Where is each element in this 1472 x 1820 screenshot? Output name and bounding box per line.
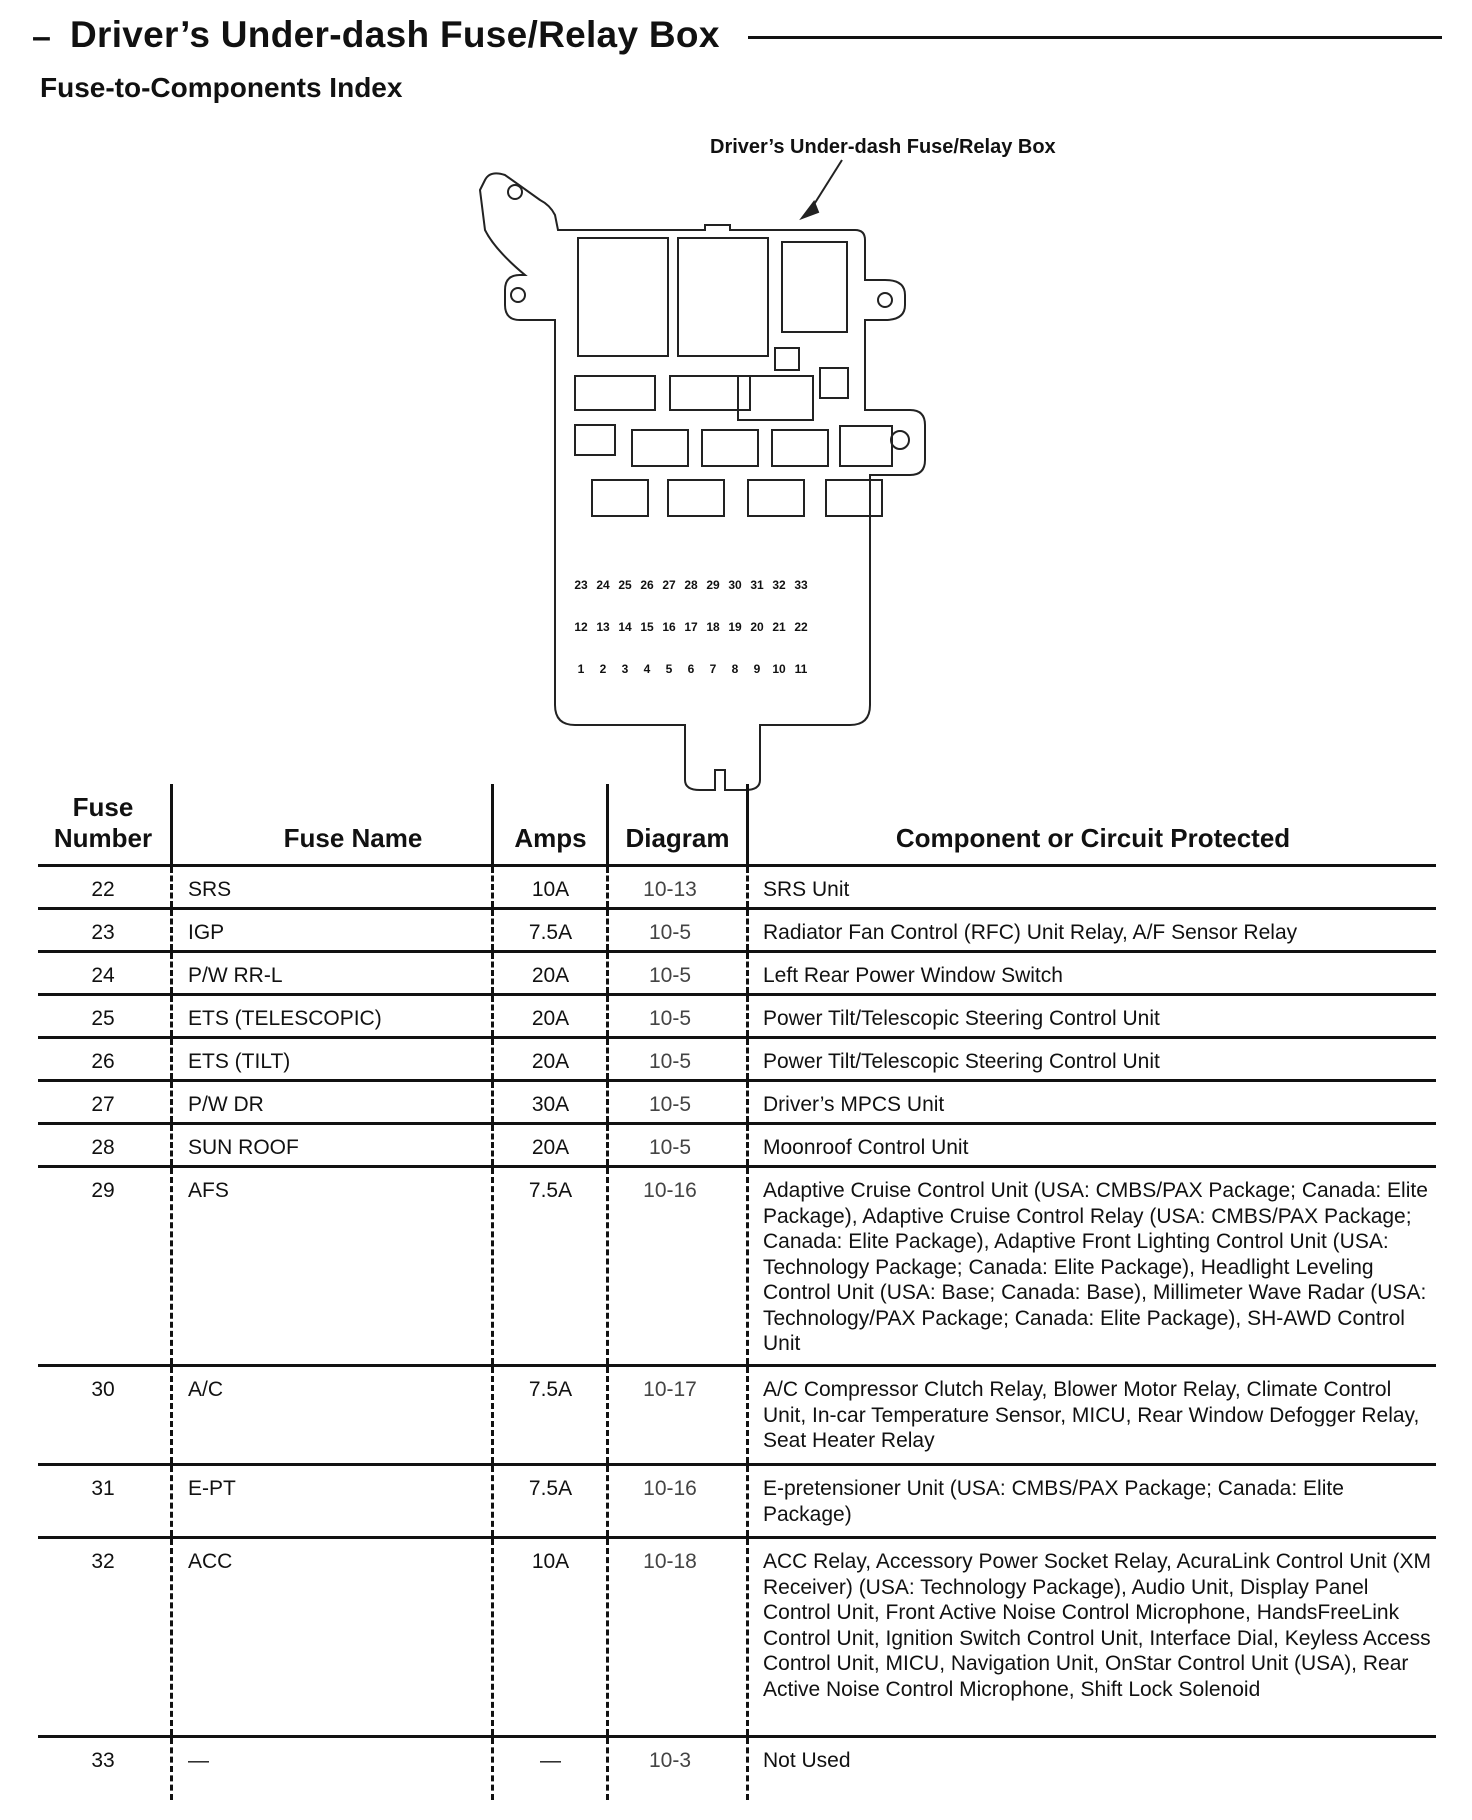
fuse-number-cell: 28	[91, 1136, 115, 1159]
fuse-label: 26	[640, 578, 654, 592]
column-divider	[746, 1168, 749, 1364]
table-row	[38, 1738, 1436, 1800]
amps-cell: 10A	[531, 1550, 570, 1573]
column-divider	[606, 953, 609, 993]
relay-slot	[782, 242, 847, 332]
fuse-label: 2	[599, 662, 607, 676]
connector-slot	[575, 376, 655, 410]
table-row	[38, 1168, 1436, 1367]
column-divider	[606, 1039, 609, 1079]
diagram-cell: 10-5	[648, 1007, 692, 1030]
column-divider	[746, 953, 749, 993]
component-cell: ACC Relay, Accessory Power Socket Relay, AcuraLink Control Unit (XM Receiver) (USA: Technology Package), Audio Unit, Display Panel Control Unit, Front Active Noise Control Microphone, HandsFreeLink Control Unit, Ignition Switch Control Unit, Interface Dial, Keyless Access Control Unit, MICU, Navigation Unit, OnStar Control Unit (USA), Rear Active Noise Control Microphone, Shift Lock Solenoid	[763, 1550, 1431, 1701]
title-dash: –	[32, 18, 51, 56]
column-divider	[746, 910, 749, 950]
column-divider	[606, 1466, 609, 1536]
column-divider	[746, 1466, 749, 1536]
page-header	[32, 8, 1442, 58]
amps-cell: 20A	[531, 1050, 570, 1073]
column-divider	[746, 996, 749, 1036]
fuse-label: 28	[684, 578, 698, 592]
fuse-label: 33	[794, 578, 808, 592]
header-diagram: Diagram	[625, 823, 730, 853]
fuse-number-cell: 31	[91, 1477, 115, 1500]
fuse-label: 13	[596, 620, 610, 634]
column-divider	[170, 1738, 173, 1800]
fuse-name-cell: AFS	[188, 1179, 229, 1202]
fuse-label: 5	[665, 662, 673, 676]
header-amps: Amps	[514, 823, 587, 853]
diagram-cell: 10-5	[648, 964, 692, 987]
amps-cell: 10A	[531, 878, 570, 901]
column-divider	[170, 953, 173, 993]
table-row	[38, 953, 1436, 996]
column-divider	[170, 867, 173, 907]
mount-hole	[511, 288, 525, 302]
column-divider	[170, 1466, 173, 1536]
fuse-label: 17	[684, 620, 698, 634]
fuse-name-cell: —	[188, 1749, 209, 1772]
column-divider	[746, 1039, 749, 1079]
column-divider	[491, 784, 494, 864]
fuse-name-cell: IGP	[188, 921, 225, 944]
header-fuse-number: Fuse Number	[53, 792, 153, 853]
diagram-cell: 10-17	[643, 1378, 697, 1401]
fuse-number-cell: 22	[91, 878, 115, 901]
fuse-index-table	[38, 784, 1436, 1800]
fuse-label: 30	[728, 578, 742, 592]
column-divider	[746, 1125, 749, 1165]
mount-hole	[891, 431, 909, 449]
header-component: Component or Circuit Protected	[895, 823, 1291, 853]
fuse-label: 20	[750, 620, 764, 634]
fuse-number-cell: 26	[91, 1050, 115, 1073]
amps-cell: 30A	[531, 1093, 570, 1116]
fuse-label: 18	[706, 620, 720, 634]
fuse-number-cell: 23	[91, 921, 115, 944]
fuse-label: 1	[577, 662, 585, 676]
table-row	[38, 1539, 1436, 1738]
column-divider	[606, 1539, 609, 1735]
amps-cell: 20A	[531, 964, 570, 987]
fuse-label: 6	[687, 662, 695, 676]
mini-relay	[632, 430, 688, 466]
fuse-box-diagram	[430, 130, 1130, 780]
amps-cell: 7.5A	[528, 1378, 573, 1401]
column-divider	[606, 1125, 609, 1165]
diagram-cell: 10-5	[648, 1136, 692, 1159]
column-divider	[606, 784, 609, 864]
fuse-label: 14	[618, 620, 632, 634]
diagram-cell: 10-5	[648, 921, 692, 944]
fuse-name-cell: ETS (TELESCOPIC)	[188, 1007, 382, 1030]
column-divider	[606, 1738, 609, 1800]
fuse-label: 10	[772, 662, 786, 676]
fuse-number-cell: 32	[91, 1550, 115, 1573]
table-row	[38, 1125, 1436, 1168]
fuse-number-cell: 24	[91, 964, 115, 987]
fuse-label: 4	[643, 662, 651, 676]
column-divider	[170, 784, 173, 864]
mini-relay	[702, 430, 758, 466]
component-cell: SRS Unit	[763, 878, 850, 901]
leader-arrowhead	[802, 202, 818, 218]
fuse-number-cell: 33	[91, 1749, 115, 1772]
fuse-label: 23	[574, 578, 588, 592]
diagram-cell: 10-16	[643, 1179, 697, 1202]
diagram-cell: 10-16	[643, 1477, 697, 1500]
table-row	[38, 867, 1436, 910]
relay-slot	[678, 238, 768, 356]
column-divider	[606, 996, 609, 1036]
fuse-label: 25	[618, 578, 632, 592]
mount-hole	[878, 293, 892, 307]
component-cell: Radiator Fan Control (RFC) Unit Relay, A/F Sensor Relay	[763, 921, 1298, 944]
fuse-label: 21	[772, 620, 786, 634]
fuse-number-cell: 30	[91, 1378, 115, 1401]
header-fuse-name: Fuse Name	[283, 823, 423, 853]
fuse-name-cell: P/W DR	[188, 1093, 264, 1116]
column-divider	[170, 1367, 173, 1463]
amps-cell: —	[540, 1749, 561, 1772]
fuse-label: 32	[772, 578, 786, 592]
fuse-name-cell: E-PT	[188, 1477, 236, 1500]
column-divider	[170, 1082, 173, 1122]
fuse-label: 31	[750, 578, 764, 592]
fuse-number-cell: 27	[91, 1093, 115, 1116]
page-title: Driver’s Under-dash Fuse/Relay Box	[70, 14, 720, 55]
column-divider	[170, 910, 173, 950]
fuse-name-cell: ACC	[188, 1550, 233, 1573]
column-divider	[606, 867, 609, 907]
fuse-name-cell: A/C	[188, 1378, 224, 1401]
page-subtitle: Fuse-to-Components Index	[40, 72, 403, 103]
diagram-label: Driver’s Under-dash Fuse/Relay Box	[710, 136, 1056, 158]
fuse-label: 12	[574, 620, 588, 634]
component-cell: A/C Compressor Clutch Relay, Blower Motor Relay, Climate Control Unit, In-car Temperature Sensor, MICU, Rear Window Defogger Relay, Seat Heater Relay	[763, 1378, 1420, 1452]
mini-relay	[592, 480, 648, 516]
fuse-label: 7	[709, 662, 717, 676]
amps-cell: 7.5A	[528, 921, 573, 944]
component-cell: Driver’s MPCS Unit	[763, 1093, 945, 1116]
fuse-label: 29	[706, 578, 720, 592]
column-divider	[606, 1367, 609, 1463]
fuse-name-cell: ETS (TILT)	[188, 1050, 291, 1073]
column-divider	[170, 1039, 173, 1079]
fuse-box-outline	[480, 173, 925, 790]
column-divider	[746, 1082, 749, 1122]
column-divider	[170, 1539, 173, 1735]
small-relay	[575, 425, 615, 455]
fuse-label: 9	[753, 662, 761, 676]
table-header	[38, 784, 1436, 867]
title-rule	[748, 36, 1442, 39]
fuse-name-cell: P/W RR-L	[188, 964, 283, 987]
mini-relay	[748, 480, 804, 516]
mini-relay	[840, 426, 892, 466]
diagram-cell: 10-5	[648, 1050, 692, 1073]
column-divider	[746, 784, 749, 864]
relay-slot	[578, 238, 668, 356]
column-divider	[170, 1125, 173, 1165]
column-divider	[606, 910, 609, 950]
fuse-label: 15	[640, 620, 654, 634]
table-row	[38, 1466, 1436, 1539]
column-divider	[746, 867, 749, 907]
mini-relay	[826, 480, 882, 516]
diagram-cell: 10-3	[648, 1749, 692, 1772]
small-socket	[775, 348, 799, 370]
table-row	[38, 1082, 1436, 1125]
column-divider	[746, 1539, 749, 1735]
diagram-cell: 10-18	[643, 1550, 697, 1573]
component-cell: Left Rear Power Window Switch	[763, 964, 1063, 987]
fuse-name-cell: SRS	[188, 878, 232, 901]
table-row	[38, 996, 1436, 1039]
fuse-label: 19	[728, 620, 742, 634]
column-divider	[606, 1168, 609, 1364]
table-row	[38, 1039, 1436, 1082]
amps-cell: 20A	[531, 1136, 570, 1159]
fuse-label: 22	[794, 620, 808, 634]
fuse-number-cell: 29	[91, 1179, 115, 1202]
fuse-name-cell: SUN ROOF	[188, 1136, 299, 1159]
component-cell: Adaptive Cruise Control Unit (USA: CMBS/PAX Package; Canada: Elite Package), Adaptive Cruise Control Relay (USA: CMBS/PAX Package; Canada: Elite Package), Adaptive Front Lighting Control Unit (USA: Technology Package; Canada: Elite Package), Headlight Leveling Control Unit (USA: Base; Canada: Base), Millimeter Wave Radar (USA: Technology/PAX Package; Canada: Elite Package), SH-AWD Control Unit	[763, 1179, 1428, 1355]
small-socket	[820, 368, 848, 398]
fuse-label: 16	[662, 620, 676, 634]
diagram-cell: 10-5	[648, 1093, 692, 1116]
column-divider	[170, 1168, 173, 1364]
fuse-label: 3	[621, 662, 629, 676]
column-divider	[746, 1738, 749, 1800]
fuse-box-drawing	[430, 130, 1130, 780]
component-cell: E-pretensioner Unit (USA: CMBS/PAX Package; Canada: Elite Package)	[763, 1477, 1344, 1526]
amps-cell: 7.5A	[528, 1477, 573, 1500]
column-divider	[170, 996, 173, 1036]
table-row	[38, 1367, 1436, 1466]
fuse-number-cell: 25	[91, 1007, 115, 1030]
amps-cell: 20A	[531, 1007, 570, 1030]
component-cell: Power Tilt/Telescopic Steering Control Unit	[763, 1007, 1160, 1030]
mount-hole	[508, 185, 522, 199]
component-cell: Moonroof Control Unit	[763, 1136, 969, 1159]
table-row	[38, 910, 1436, 953]
fuse-label: 11	[794, 662, 808, 676]
diagram-cell: 10-13	[643, 878, 697, 901]
fuse-label: 27	[662, 578, 676, 592]
amps-cell: 7.5A	[528, 1179, 573, 1202]
fuse-label: 8	[731, 662, 739, 676]
component-cell: Power Tilt/Telescopic Steering Control Unit	[763, 1050, 1160, 1073]
column-divider	[606, 1082, 609, 1122]
mini-relay	[668, 480, 724, 516]
component-cell: Not Used	[763, 1749, 851, 1772]
mini-relay	[772, 430, 828, 466]
column-divider	[746, 1367, 749, 1463]
fuse-label: 24	[596, 578, 610, 592]
